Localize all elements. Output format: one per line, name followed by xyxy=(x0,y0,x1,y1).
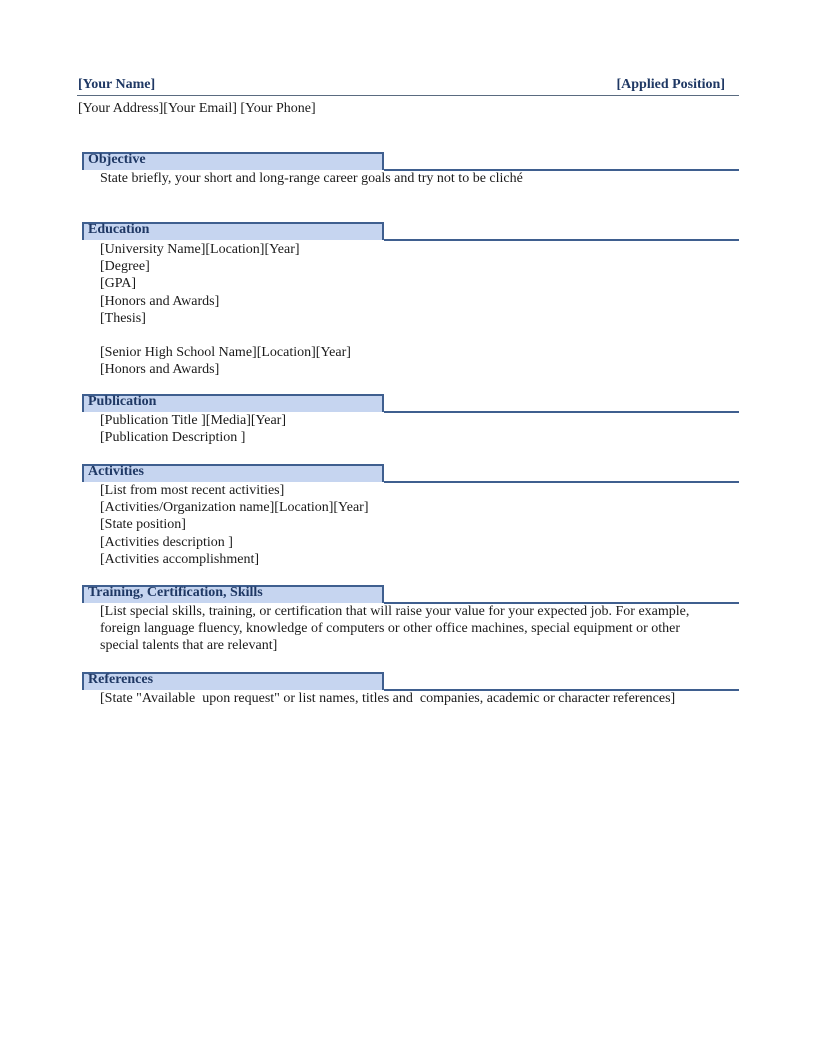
section-body xyxy=(100,690,739,707)
section-rule xyxy=(384,239,739,241)
section-title: Education xyxy=(88,222,150,237)
activities-line: [Activities accomplishment] xyxy=(100,551,260,567)
section-header xyxy=(82,394,739,413)
applied-position: [Applied Position] xyxy=(616,77,725,92)
section-body xyxy=(100,170,739,187)
section-title: Activities xyxy=(88,464,144,479)
publication-description-line: [Publication Description ] xyxy=(100,430,246,446)
resume-header xyxy=(77,76,739,96)
activities-line: [State position] xyxy=(100,517,186,533)
section-education xyxy=(82,222,739,378)
publication-title-line: [Publication Title ][Media][Year] xyxy=(100,413,286,428)
high-school-line: [Senior High School Name][Location][Year] xyxy=(100,345,351,361)
section-body xyxy=(100,412,739,446)
honors-line: [Honors and Awards] xyxy=(100,362,220,378)
objective-text: State briefly, your short and long-range career goals and try not to be cliché xyxy=(100,171,523,186)
honors-line: [Honors and Awards] xyxy=(100,293,220,309)
section-training xyxy=(82,585,739,655)
section-header xyxy=(82,672,739,691)
section-rule xyxy=(384,481,739,483)
university-line: [University Name][Location][Year] xyxy=(100,242,300,257)
spacer xyxy=(100,327,739,344)
activities-line: [Activities/Organization name][Location][Year] xyxy=(100,500,369,516)
section-objective xyxy=(82,152,739,187)
section-rule xyxy=(384,169,739,171)
section-body xyxy=(100,482,739,568)
activities-line: [Activities description ] xyxy=(100,534,233,550)
section-header xyxy=(82,585,739,604)
section-rule xyxy=(384,602,739,604)
section-references xyxy=(82,672,739,707)
section-header xyxy=(82,222,739,241)
section-rule xyxy=(384,689,739,691)
section-title: Objective xyxy=(88,152,146,167)
section-title: References xyxy=(88,672,154,687)
activities-line: [List from most recent activities] xyxy=(100,483,285,498)
thesis-line: [Thesis] xyxy=(100,310,146,326)
references-text: [State "Available upon request" or list names, titles and companies, academic or character references] xyxy=(100,691,676,706)
gpa-line: [GPA] xyxy=(100,276,137,292)
section-body xyxy=(100,241,739,378)
section-header xyxy=(82,464,739,483)
section-header xyxy=(82,152,739,171)
section-activities xyxy=(82,464,739,568)
section-title: Training, Certification, Skills xyxy=(88,585,263,600)
applicant-name: [Your Name] xyxy=(78,77,156,92)
contact-line: [Your Address][Your Email] [Your Phone] xyxy=(78,101,316,116)
training-text: [List special skills, training, or certification that will raise your value for your expected job. For example, foreign language fluency, knowledge of computers or other office machines, special equipment or other special talents that are relevant] xyxy=(100,604,690,654)
section-publication xyxy=(82,394,739,446)
degree-line: [Degree] xyxy=(100,259,150,275)
section-rule xyxy=(384,411,739,413)
section-title: Publication xyxy=(88,394,157,409)
